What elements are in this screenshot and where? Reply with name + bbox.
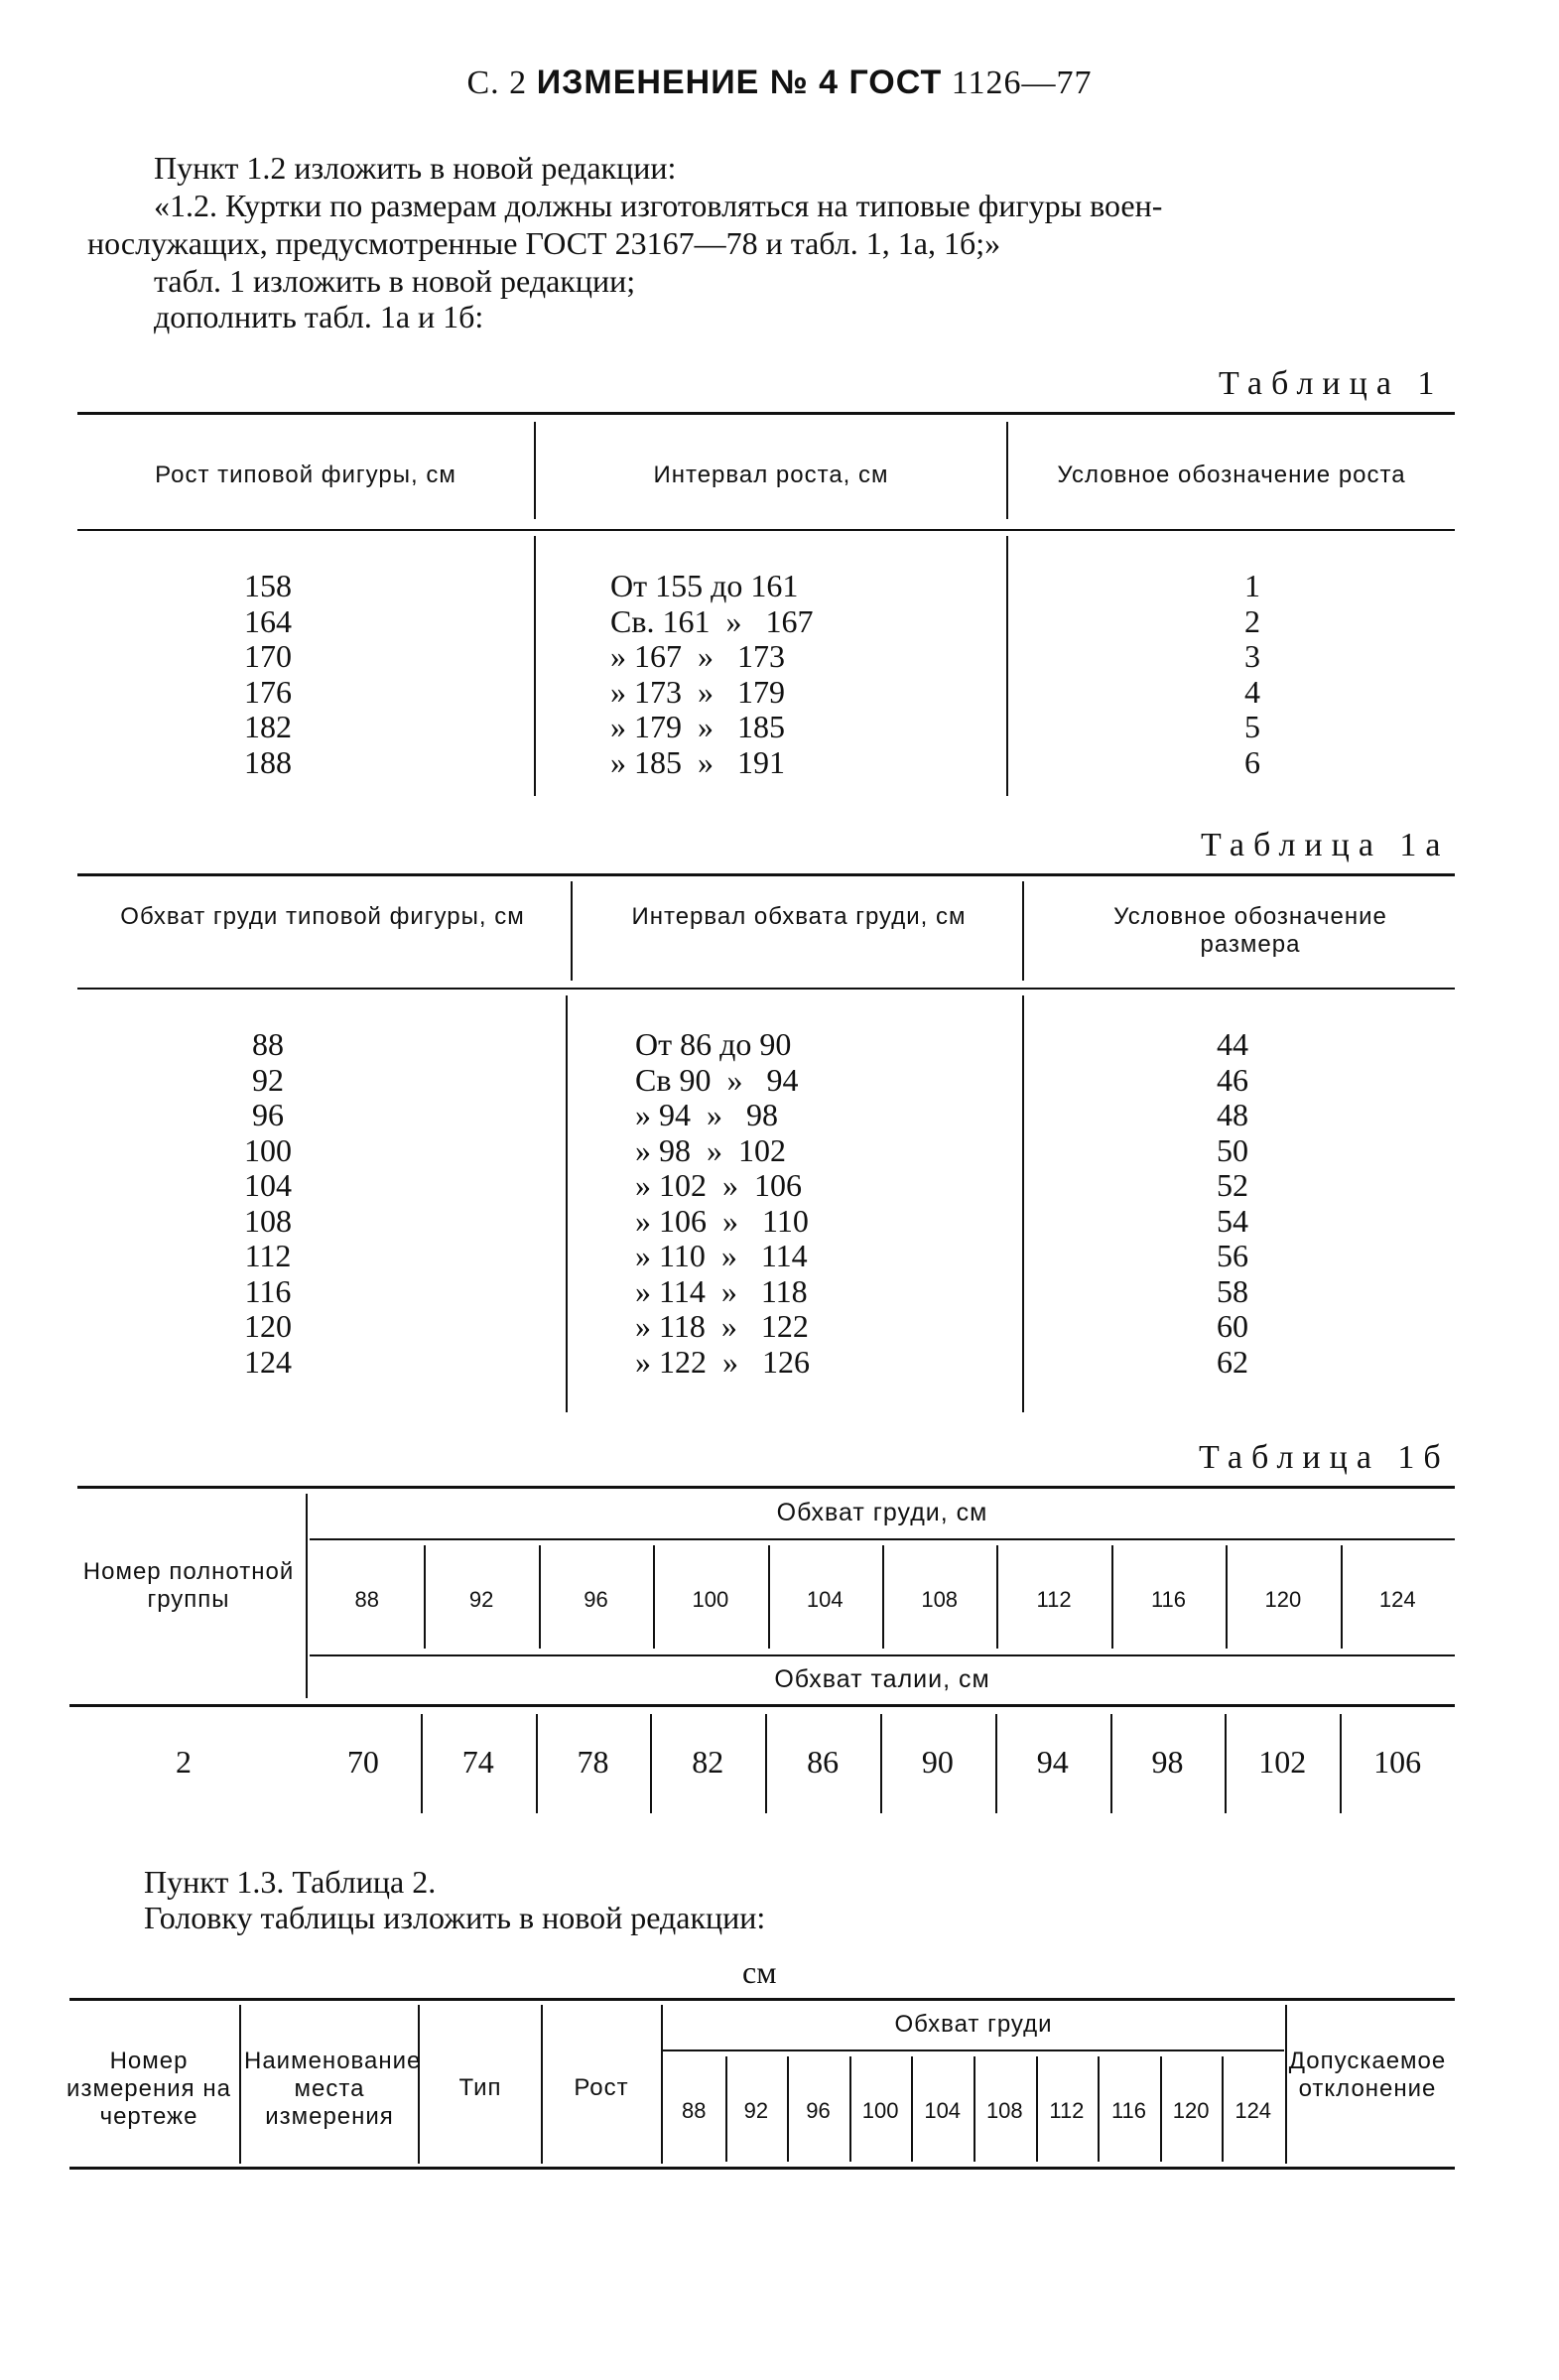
table1b-chest-cell-4: 104	[806, 1587, 844, 1612]
table1b-group-header: Номер полнотной группы	[82, 1558, 295, 1613]
table1b-chest-cell-divider	[882, 1545, 884, 1649]
intro-line-2: «1.2. Куртки по размерам должны изготовляться на типовые фигуры воен-	[154, 188, 1163, 223]
intro-line-5: дополнить табл. 1а и 1б:	[154, 299, 484, 334]
table2-chest-cell-divider	[1036, 2056, 1038, 2162]
table1b-waist-cell-5: 90	[921, 1744, 954, 1780]
table1b-waist-cell-4: 86	[807, 1744, 840, 1780]
gost-number: 1126—77	[951, 65, 1093, 101]
table1b-waist-cell-8: 102	[1258, 1744, 1307, 1780]
table1-header-height: Рост типовой фигуры, см	[155, 462, 456, 488]
table1b-waist-cell-7: 98	[1151, 1744, 1184, 1780]
table2-chest-cell-0: 88	[682, 2098, 707, 2123]
table1b-waist-cell-divider	[1340, 1714, 1342, 1813]
table2-chest-cell-divider	[725, 2056, 727, 2162]
table1b-chest-cell-2: 96	[584, 1587, 608, 1612]
table2-chest-cell-divider	[974, 2056, 975, 2162]
table2-header-tolerance: Допускаемое отклонение	[1288, 2048, 1447, 2102]
table2-chest-cell-4: 104	[924, 2098, 962, 2123]
table1b-chest-cell-8: 120	[1264, 1587, 1302, 1612]
section2-line-2: Головку таблицы изложить в новой редакции:	[144, 1900, 766, 1935]
table1a-header-chest: Обхват груди типовой фигуры, см	[120, 903, 525, 930]
table2-unit: см	[742, 1954, 777, 1990]
table1b-waist-cell-divider	[1225, 1714, 1227, 1813]
table1b-chest-cell-divider	[539, 1545, 541, 1649]
table2-chest-cell-divider	[1222, 2056, 1224, 2162]
table1b-waist-cell-9: 106	[1373, 1744, 1422, 1780]
table1b-caption: Таблица 1б	[1199, 1439, 1450, 1476]
table1b-waist-cell-0: 70	[346, 1744, 379, 1780]
table1b-chest-cell-5: 108	[921, 1587, 959, 1612]
table2-header-type: Тип	[458, 2074, 502, 2101]
table1a-chest-values: 88 92 96 100 104 108 112 116 120 124	[244, 1026, 292, 1380]
table1b-waist-cell-6: 94	[1036, 1744, 1069, 1780]
table1b-chest-cell-7: 116	[1150, 1587, 1187, 1612]
table1b-waist-cell-2: 78	[577, 1744, 609, 1780]
page-number: С. 2	[466, 65, 528, 101]
table2-chest-cell-9: 124	[1234, 2098, 1272, 2123]
table1-intervals: От 155 до 161 Св. 161 » 167 » 167 » 173 » 173 » 179 » 179 » 185 » 185 » 191	[610, 568, 814, 780]
table2-chest-cell-divider	[1160, 2056, 1162, 2162]
intro-line-1: Пункт 1.2 изложить в новой редакции:	[154, 150, 677, 186]
table2-chest-cell-divider	[787, 2056, 789, 2162]
table1b-chest-cell-divider	[653, 1545, 655, 1649]
table1-heights: 158 164 170 176 182 188	[244, 568, 292, 780]
table1b-chest-cell-9: 124	[1378, 1587, 1416, 1612]
table1-header-interval: Интервал роста, см	[653, 462, 889, 488]
table1b-chest-cell-3: 100	[692, 1587, 729, 1612]
intro-line-3: нослужащих, предусмотренные ГОСТ 23167—78 и табл. 1, 1а, 1б;»	[87, 225, 1001, 261]
table1b-waist-cell-3: 82	[692, 1744, 724, 1780]
table2-header-height: Рост	[574, 2074, 629, 2101]
table1b-waist-cell-divider	[1110, 1714, 1112, 1813]
table1b-chest-cell-0: 88	[354, 1587, 379, 1612]
table1a-header-size: Условное обозначение размера	[1113, 903, 1387, 958]
table1b-waist-cell-divider	[536, 1714, 538, 1813]
table2-header-number: Номер измерения на чертеже	[66, 2048, 231, 2130]
intro-line-4: табл. 1 изложить в новой редакции;	[154, 263, 636, 299]
table1-designations: 1 2 3 4 5 6	[1244, 568, 1260, 780]
table2-chest-cell-7: 116	[1110, 2098, 1147, 2123]
table1b-chest-header: Обхват груди, см	[776, 1499, 988, 1526]
table2-header-name: Наименование места измерения	[244, 2048, 422, 2130]
table2-chest-cell-2: 96	[806, 2098, 831, 2123]
table1b-waist-header: Обхват талии, см	[774, 1665, 990, 1693]
table2-header-chest: Обхват груди	[894, 2011, 1053, 2038]
table1b-chest-cell-divider	[1226, 1545, 1228, 1649]
table1b-chest-cell-1: 92	[468, 1587, 494, 1612]
table1b-waist-cell-divider	[650, 1714, 652, 1813]
table1b-chest-cell-divider	[768, 1545, 770, 1649]
table1a-header-interval: Интервал обхвата груди, см	[631, 903, 967, 930]
change-title: ИЗМЕНЕНИЕ № 4 ГОСТ	[536, 64, 943, 101]
table1b-chest-cell-divider	[424, 1545, 426, 1649]
table2-chest-cell-3: 100	[861, 2098, 899, 2123]
table1b-chest-cell-divider	[1341, 1545, 1343, 1649]
section2-line-1: Пункт 1.3. Таблица 2.	[144, 1864, 437, 1900]
page-header	[0, 64, 1559, 102]
table2-chest-cell-divider	[1098, 2056, 1100, 2162]
table1b-waist-cell-divider	[421, 1714, 423, 1813]
table2-chest-cell-divider	[911, 2056, 913, 2162]
table1-caption: Таблица 1	[1219, 365, 1444, 402]
table2-chest-cell-8: 120	[1172, 2098, 1210, 2123]
table1b-chest-cell-divider	[996, 1545, 998, 1649]
table1b-waist-cell-divider	[995, 1714, 997, 1813]
table2-chest-cell-5: 108	[985, 2098, 1023, 2123]
table1-header-designation: Условное обозначение роста	[1057, 462, 1406, 488]
table2-chest-cell-6: 112	[1049, 2098, 1085, 2123]
table1b-chest-cell-6: 112	[1036, 1587, 1072, 1612]
table2-chest-cell-divider	[849, 2056, 851, 2162]
table1b-waist-cell-divider	[765, 1714, 767, 1813]
table1b-group-value: 2	[176, 1744, 192, 1780]
table1a-sizes: 44 46 48 50 52 54 56 58 60 62	[1217, 1026, 1248, 1380]
table1a-intervals: От 86 до 90 Св 90 » 94 » 94 » 98 » 98 » 102 » 102 » 106 » 106 » 110 » 110 » 114 » 114 » 118 » 118 » 122 » 122 » 126	[635, 1026, 810, 1380]
table1b-chest-cell-divider	[1111, 1545, 1113, 1649]
table2-chest-cell-1: 92	[743, 2098, 769, 2123]
table1b-waist-cell-1: 74	[461, 1744, 494, 1780]
table1a-caption: Таблица 1а	[1201, 827, 1450, 863]
table1b-waist-cell-divider	[880, 1714, 882, 1813]
